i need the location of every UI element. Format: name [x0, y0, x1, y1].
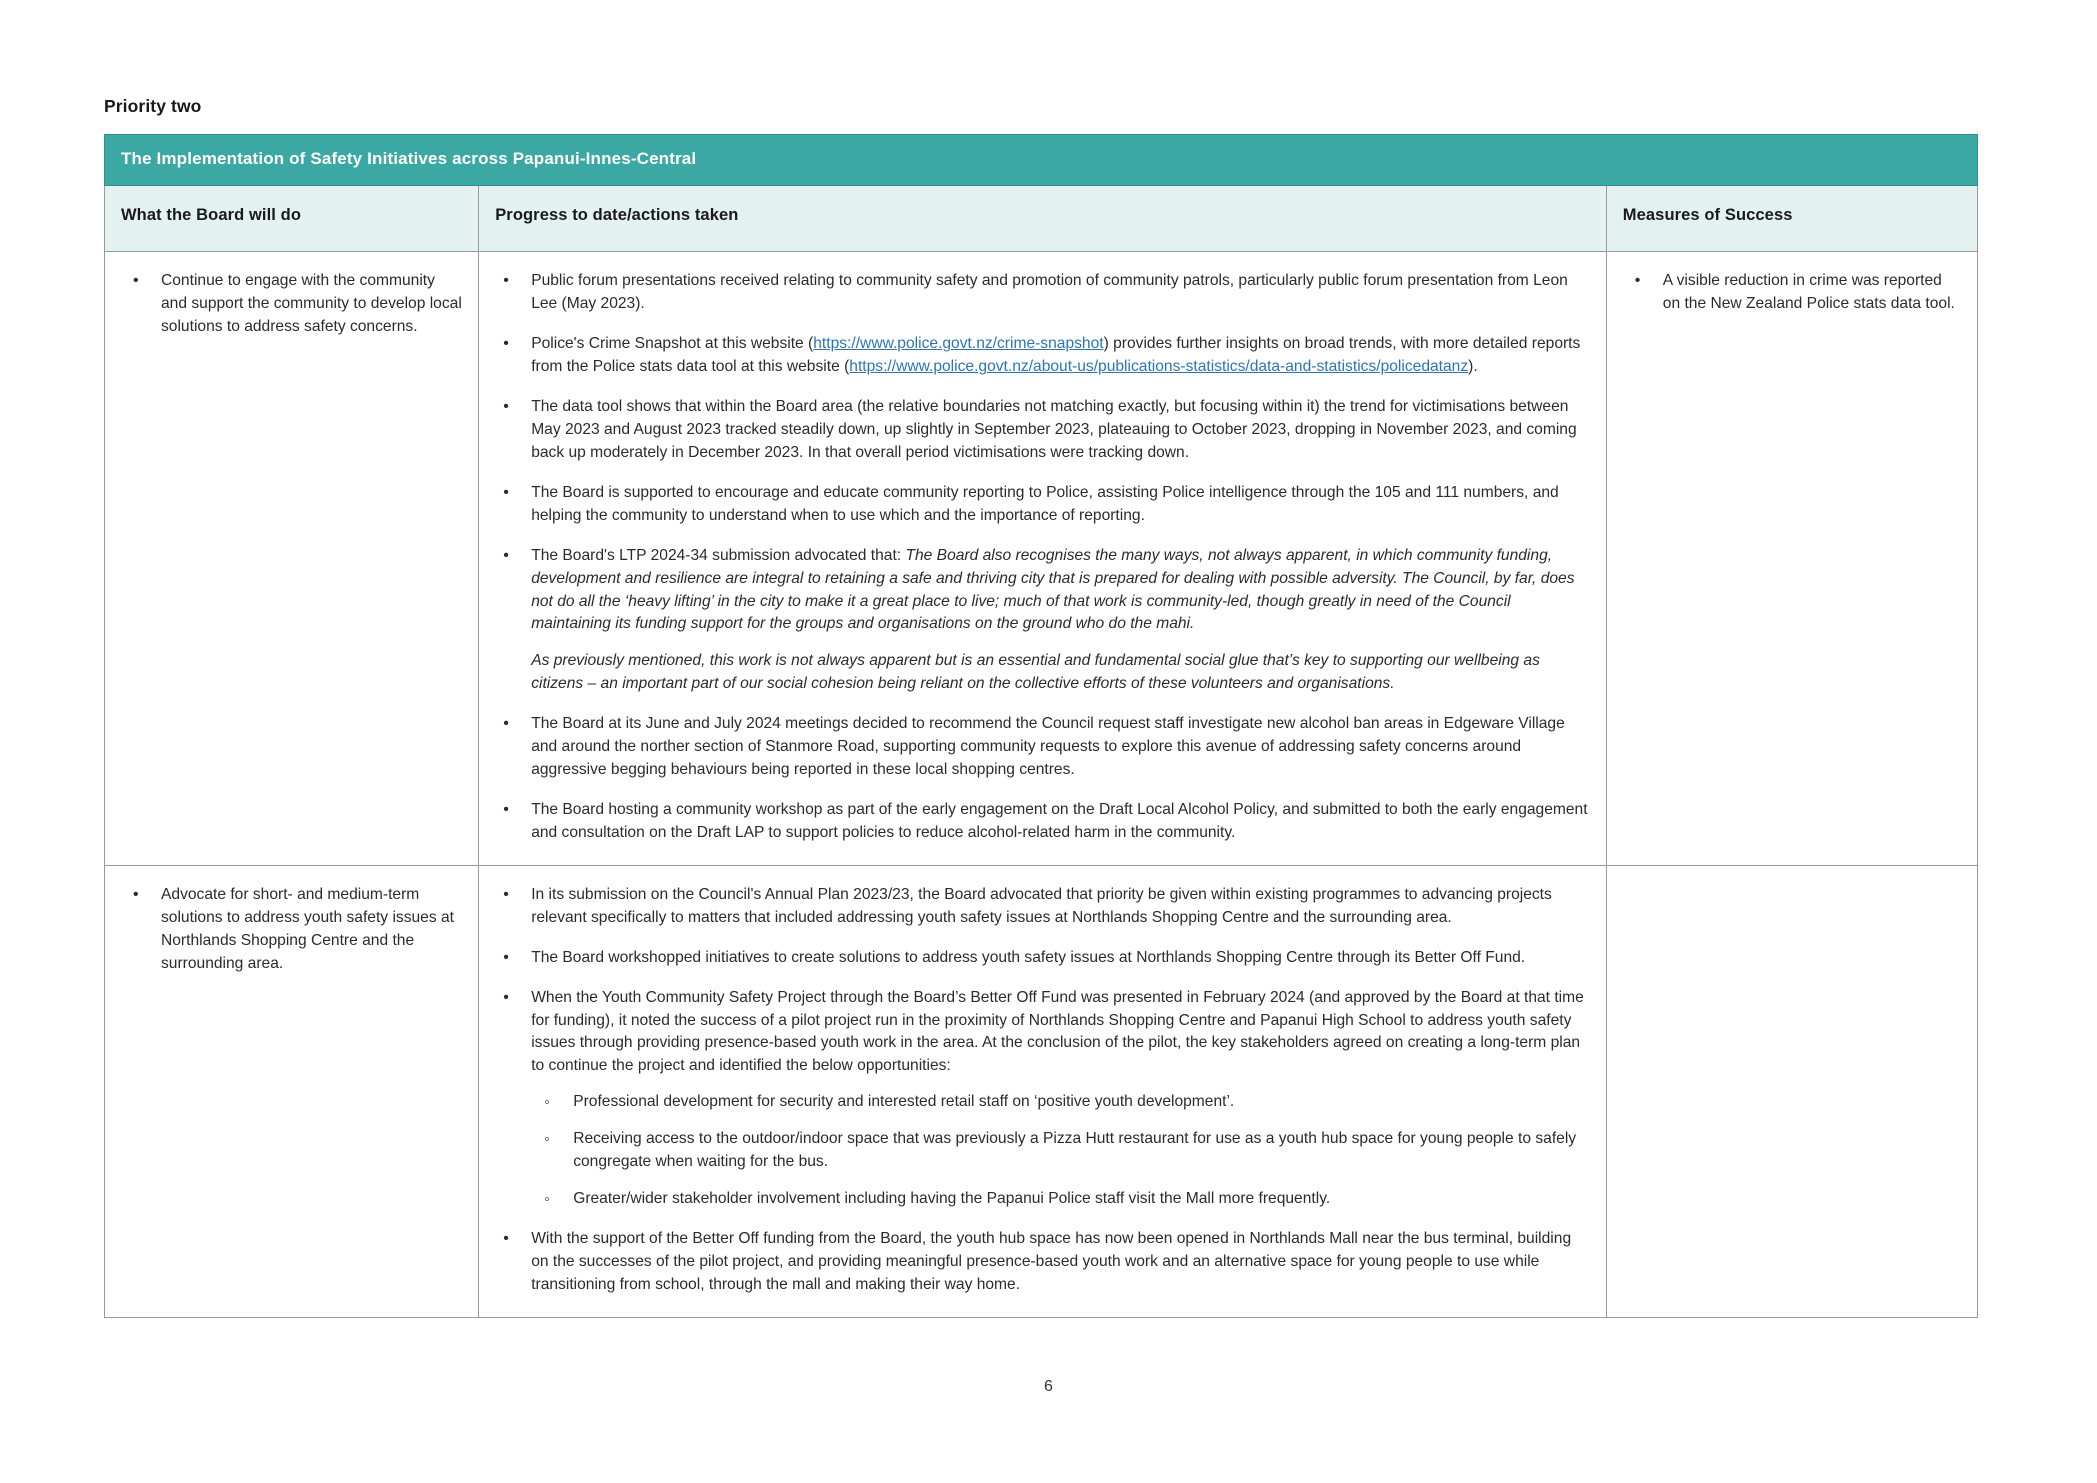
column-header-label: What the Board will do [121, 206, 302, 225]
priority-heading: Priority two [104, 96, 202, 116]
list-item [493, 333, 1592, 379]
page-number: 6 [1044, 1378, 1053, 1395]
list-item: • The Board at its June and July 2024 meetings decided to recommend the Council request staff investigate new alcohol ban areas in Edgeware Village and around the norther section of Stanmore Road, supporting community requests to explore this avenue of addressing safety concerns around aggressive begging behaviours being reported in these local shopping centres. [493, 713, 1592, 782]
table-banner-row [105, 135, 1978, 186]
list-item: • The data tool shows that within the Board area (the relative boundaries not matching exactly, but focusing within it) the trend for victimisations between May 2023 and August 2023 tracked steadily down, up slightly in September 2023, plateauing to October 2023, dropping in November 2023, and coming back up moderately in December 2023. In that overall period victimisations were tracking down. [493, 396, 1592, 465]
row1-measures-list [1621, 270, 1963, 316]
row1-progress-list [493, 270, 1592, 844]
row1-measures-cell [1606, 252, 1977, 865]
youth-project-sublist [531, 1091, 1592, 1211]
column-header-what-board-will-do [105, 186, 479, 252]
table-banner-title: The Implementation of Safety Initiatives across Papanui-Innes-Central [121, 149, 697, 168]
column-header-progress [479, 186, 1607, 252]
list-item: • The Board is supported to encourage and educate community reporting to Police, assisting Police intelligence through the 105 and 111 numbers, and helping the community to understand when to use which and the importance of reporting. [493, 482, 1592, 528]
list-item: • With the support of the Better Off funding from the Board, the youth hub space has now been opened in Northlands Mall near the bus terminal, building on the successes of the pilot project, and providing meaningful presence-based youth work and an alternative space for young people to use while transitioning from school, through the mall and making their way home. [493, 1228, 1592, 1297]
bullet-text-mid: ) provides further insights on broad trends, with more detailed reports from the Police stats data tool at this website ( [531, 335, 1581, 376]
row2-measures-cell [1606, 865, 1977, 1317]
table-row [105, 252, 1978, 865]
bullet-text-pre: Police's Crime Snapshot at this website ( [531, 335, 814, 353]
row2-progress-cell [479, 865, 1607, 1317]
table-row [105, 865, 1978, 1317]
row2-board-will-do-cell [105, 865, 479, 1317]
safety-initiatives-table [104, 134, 1978, 1318]
ltp-quote-part1: The Board also recognises the many ways, not always apparent, in which community funding, development and resilience are integral to retaining a safe and thriving city that is prepared for dealing with possible adversity. The Council, by far, does not do all the ‘heavy lifting’ in the city to make it a great place to live; much of that work is community-led, though greatly in need of the Council maintaining its funding support for the groups and organisations on the ground who do the mahi. [531, 546, 1575, 633]
list-item: • The Board workshopped initiatives to create solutions to address youth safety issues at Northlands Shopping Centre through its Better Off Fund. [493, 947, 1592, 970]
row2-board-will-do-list [119, 884, 464, 976]
table-banner-cell [105, 135, 1978, 186]
police-data-tool-link[interactable]: https://www.police.govt.nz/about-us/publications-statistics/data-and-statistics/policedatanz [849, 358, 1469, 376]
column-header-measures [1606, 186, 1977, 252]
row1-board-will-do-cell [105, 252, 479, 865]
list-item: • Advocate for short- and medium-term solutions to address youth safety issues at Northlands Shopping Centre and the surrounding area. [119, 884, 464, 976]
list-item: ◦ Greater/wider stakeholder involvement including having the Papanui Police staff visit the Mall more frequently. [531, 1188, 1592, 1211]
row1-progress-cell [479, 252, 1607, 865]
crime-snapshot-link[interactable]: https://www.police.govt.nz/crime-snapshot [813, 335, 1104, 353]
list-item: • The Board hosting a community workshop as part of the early engagement on the Draft Local Alcohol Policy, and submitted to both the early engagement and consultation on the Draft LAP to support policies to reduce alcohol-related harm in the community. [493, 799, 1592, 845]
row2-progress-list [493, 884, 1592, 1297]
table-header-row [105, 186, 1978, 252]
list-item: • A visible reduction in crime was reported on the New Zealand Police stats data tool. [1621, 270, 1963, 316]
ltp-quote-part2: As previously mentioned, this work is not always apparent but is an essential and fundamental social glue that’s key to supporting our wellbeing as citizens – an important part of our social cohesion being reliant on the collective efforts of these volunteers and organisations. [531, 652, 1540, 693]
bullet-text-post: ). [1468, 358, 1478, 376]
column-header-label: Progress to date/actions taken [495, 206, 739, 225]
column-header-label: Measures of Success [1622, 206, 1793, 225]
list-item: • In its submission on the Council's Annual Plan 2023/23, the Board advocated that priority be given within existing programmes to advancing projects relevant specifically to matters that included addressing youth safety issues at Northlands Shopping Centre and the surrounding area. [493, 884, 1592, 930]
row1-board-will-do-list [119, 270, 464, 339]
ltp-intro-text: The Board's LTP 2024-34 submission advocated that: [531, 546, 906, 564]
youth-project-text: When the Youth Community Safety Project through the Board’s Better Off Fund was presented in February 2024 (and approved by the Board at that time for funding), it noted the success of a pilot project run in the proximity of Northlands Shopping Centre and Papanui High School to address youth safety issues through providing presence-based youth work in the area. At the conclusion of the pilot, the key stakeholders agreed on creating a long-term plan to continue the project and identified the below opportunities: [531, 988, 1584, 1075]
list-item: • Continue to engage with the community and support the community to develop local solutions to address safety concerns. [119, 270, 464, 339]
list-item: • Public forum presentations received relating to community safety and promotion of community patrols, particularly public forum presentation from Leon Lee (May 2023). [493, 270, 1592, 316]
list-item: ◦ Professional development for security and interested retail staff on ‘positive youth development’. [531, 1091, 1592, 1114]
list-item [493, 987, 1592, 1211]
list-item: ◦ Receiving access to the outdoor/indoor space that was previously a Pizza Hutt restaurant for use as a youth hub space for young people to safely congregate when waiting for the bus. [531, 1128, 1592, 1174]
list-item [493, 545, 1592, 697]
